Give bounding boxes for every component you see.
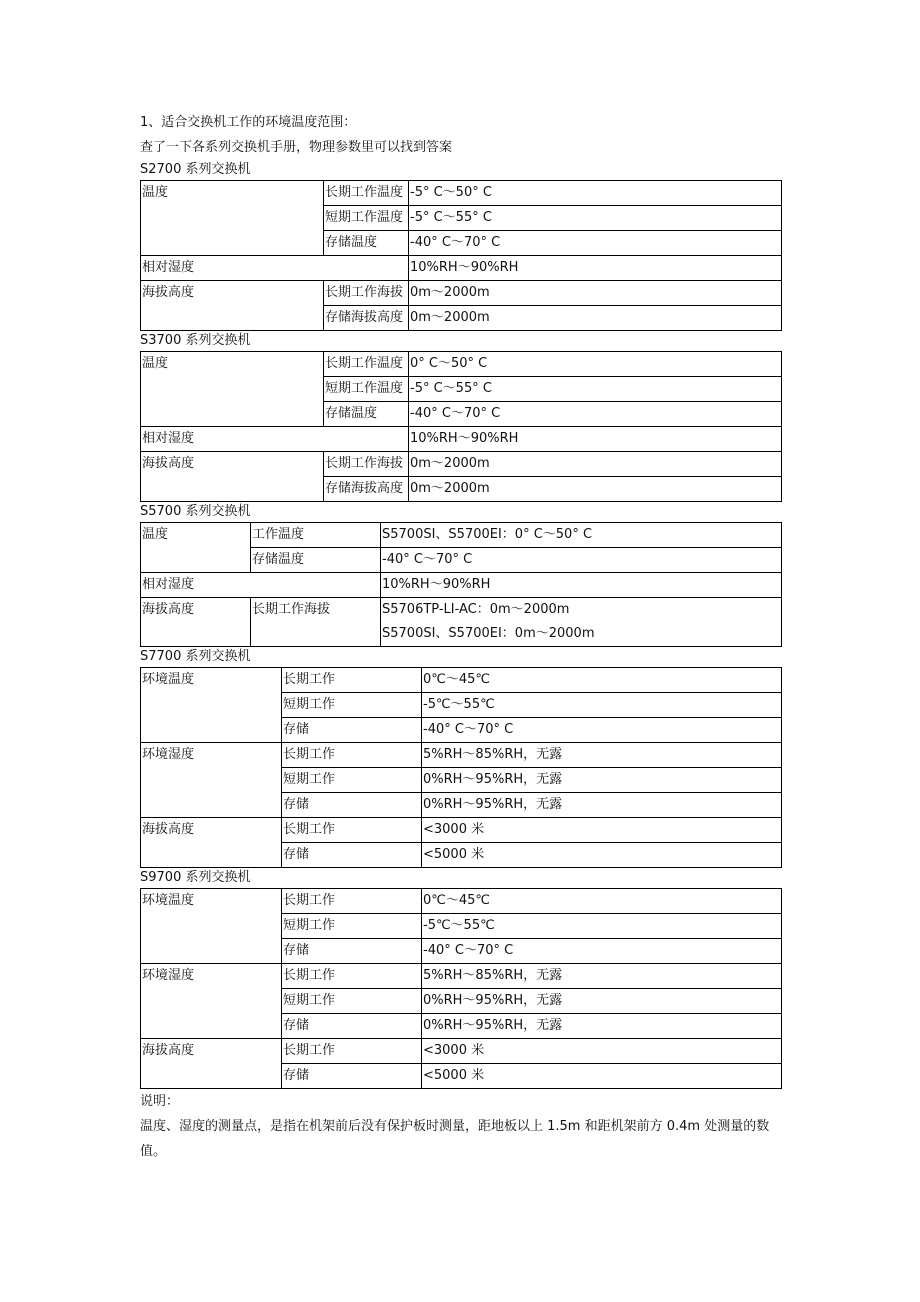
s3700-long-temp-label: 长期工作温度 bbox=[324, 352, 409, 377]
s2700-short-temp-label: 短期工作温度 bbox=[324, 206, 409, 231]
s7700-temp-long-label: 长期工作 bbox=[282, 668, 422, 693]
s5700-humidity-value: 10%RH～90%RH bbox=[381, 573, 782, 598]
s5700-long-alt-values bbox=[381, 598, 782, 647]
table-row bbox=[141, 818, 782, 843]
s3700-altitude-label: 海拔高度 bbox=[141, 452, 324, 502]
s7700-altitude-label: 海拔高度 bbox=[141, 818, 282, 868]
note-text: 温度、湿度的测量点，是指在机架前后没有保护板时测量，距地板以上 1.5m 和距机架前方 0.4m 处测量的数值。 bbox=[140, 1119, 770, 1159]
s9700-env-temp-label: 环境温度 bbox=[141, 889, 282, 964]
table-row bbox=[141, 573, 782, 598]
s3700-short-temp-label: 短期工作温度 bbox=[324, 377, 409, 402]
s7700-temp-short-label: 短期工作 bbox=[282, 693, 422, 718]
s9700-altitude-label: 海拔高度 bbox=[141, 1039, 282, 1089]
s2700-storage-alt-value: 0m～2000m bbox=[409, 306, 782, 331]
s2700-long-alt-value: 0m～2000m bbox=[409, 281, 782, 306]
s5700-humidity-label: 相对湿度 bbox=[141, 573, 381, 598]
s2700-altitude-label: 海拔高度 bbox=[141, 281, 324, 331]
s2700-short-temp-value: -5° C～55° C bbox=[409, 206, 782, 231]
s9700-alt-storage-value: <5000 米 bbox=[422, 1064, 782, 1089]
s5700-long-alt-label: 长期工作海拔 bbox=[251, 598, 381, 647]
s7700-hum-long-label: 长期工作 bbox=[282, 743, 422, 768]
s2700-storage-temp-label: 存储温度 bbox=[324, 231, 409, 256]
s9700-hum-short-value: 0%RH～95%RH，无露 bbox=[422, 989, 782, 1014]
s9700-env-humidity-label: 环境湿度 bbox=[141, 964, 282, 1039]
s3700-long-temp-value: 0° C～50° C bbox=[409, 352, 782, 377]
s3700-humidity-value: 10%RH～90%RH bbox=[409, 427, 782, 452]
s7700-hum-short-value: 0%RH～95%RH，无露 bbox=[422, 768, 782, 793]
s7700-hum-storage-value: 0%RH～95%RH，无露 bbox=[422, 793, 782, 818]
s7700-env-humidity-label: 环境湿度 bbox=[141, 743, 282, 818]
s7700-alt-long-label: 长期工作 bbox=[282, 818, 422, 843]
s3700-short-temp-value: -5° C～55° C bbox=[409, 377, 782, 402]
s7700-hum-long-value: 5%RH～85%RH，无露 bbox=[422, 743, 782, 768]
table-row bbox=[141, 1039, 782, 1064]
s9700-temp-long-label: 长期工作 bbox=[282, 889, 422, 914]
s3700-title: S3700 系列交换机 bbox=[140, 333, 251, 348]
intro-heading: 1、适合交换机工作的环境温度范围： bbox=[140, 115, 357, 130]
table-row bbox=[141, 598, 782, 647]
s5700-title: S5700 系列交换机 bbox=[140, 504, 251, 519]
s3700-long-alt-value: 0m～2000m bbox=[409, 452, 782, 477]
s9700-hum-long-label: 长期工作 bbox=[282, 964, 422, 989]
s9700-temp-short-value: -5℃～55℃ bbox=[422, 914, 782, 939]
s2700-long-temp-value: -5° C～50° C bbox=[409, 181, 782, 206]
s7700-temp-short-value: -5℃～55℃ bbox=[422, 693, 782, 718]
table-row bbox=[141, 743, 782, 768]
s3700-humidity-label: 相对湿度 bbox=[141, 427, 409, 452]
s2700-storage-alt-label: 存储海拔高度 bbox=[324, 306, 409, 331]
s5700-altitude-label: 海拔高度 bbox=[141, 598, 251, 647]
s5700-work-temp-value: S5700SI、S5700EI：0° C～50° C bbox=[381, 523, 782, 548]
s7700-alt-storage-value: <5000 米 bbox=[422, 843, 782, 868]
s7700-env-temp-label: 环境温度 bbox=[141, 668, 282, 743]
s5700-long-alt-value-2: S5700SI、S5700EI：0m～2000m bbox=[382, 626, 595, 641]
s7700-temp-storage-label: 存储 bbox=[282, 718, 422, 743]
s3700-storage-temp-label: 存储温度 bbox=[324, 402, 409, 427]
table-row bbox=[141, 889, 782, 914]
s2700-humidity-value: 10%RH～90%RH bbox=[409, 256, 782, 281]
s5700-long-alt-value-1: S5706TP-LI-AC：0m～2000m bbox=[382, 602, 570, 617]
s3700-storage-alt-value: 0m～2000m bbox=[409, 477, 782, 502]
table-row bbox=[141, 452, 782, 477]
s3700-storage-alt-label: 存储海拔高度 bbox=[324, 477, 409, 502]
s9700-alt-storage-label: 存储 bbox=[282, 1064, 422, 1089]
s2700-humidity-label: 相对湿度 bbox=[141, 256, 409, 281]
table-row bbox=[141, 668, 782, 693]
s7700-title: S7700 系列交换机 bbox=[140, 649, 251, 664]
s5700-storage-temp-value: -40° C～70° C bbox=[381, 548, 782, 573]
s9700-temp-storage-value: -40° C～70° C bbox=[422, 939, 782, 964]
s2700-spec-table bbox=[140, 180, 782, 331]
s9700-temp-short-label: 短期工作 bbox=[282, 914, 422, 939]
s9700-hum-long-value: 5%RH～85%RH，无露 bbox=[422, 964, 782, 989]
s5700-storage-temp-label: 存储温度 bbox=[251, 548, 381, 573]
s2700-long-temp-label: 长期工作温度 bbox=[324, 181, 409, 206]
table-row bbox=[141, 964, 782, 989]
note-label: 说明： bbox=[140, 1094, 180, 1109]
s9700-hum-short-label: 短期工作 bbox=[282, 989, 422, 1014]
s9700-spec-table bbox=[140, 888, 782, 1089]
s3700-temp-label: 温度 bbox=[141, 352, 324, 427]
s3700-long-alt-label: 长期工作海拔 bbox=[324, 452, 409, 477]
s7700-hum-storage-label: 存储 bbox=[282, 793, 422, 818]
s7700-hum-short-label: 短期工作 bbox=[282, 768, 422, 793]
s7700-alt-long-value: <3000 米 bbox=[422, 818, 782, 843]
table-row bbox=[141, 523, 782, 548]
table-row bbox=[141, 256, 782, 281]
s2700-storage-temp-value: -40° C～70° C bbox=[409, 231, 782, 256]
s2700-title: S2700 系列交换机 bbox=[140, 162, 251, 177]
table-row bbox=[141, 427, 782, 452]
table-row bbox=[141, 181, 782, 206]
s2700-long-alt-label: 长期工作海拔 bbox=[324, 281, 409, 306]
s9700-alt-long-value: <3000 米 bbox=[422, 1039, 782, 1064]
s9700-hum-storage-label: 存储 bbox=[282, 1014, 422, 1039]
s9700-hum-storage-value: 0%RH～95%RH，无露 bbox=[422, 1014, 782, 1039]
s3700-spec-table bbox=[140, 351, 782, 502]
s9700-alt-long-label: 长期工作 bbox=[282, 1039, 422, 1064]
table-row bbox=[141, 281, 782, 306]
intro-subheading: 查了一下各系列交换机手册，物理参数里可以找到答案 bbox=[140, 140, 453, 155]
s7700-temp-long-value: 0℃～45℃ bbox=[422, 668, 782, 693]
s2700-temp-label: 温度 bbox=[141, 181, 324, 256]
s7700-spec-table bbox=[140, 667, 782, 868]
s9700-temp-long-value: 0℃～45℃ bbox=[422, 889, 782, 914]
s5700-work-temp-label: 工作温度 bbox=[251, 523, 381, 548]
s5700-spec-table bbox=[140, 522, 782, 647]
s5700-temp-label: 温度 bbox=[141, 523, 251, 573]
table-row bbox=[141, 352, 782, 377]
s7700-alt-storage-label: 存储 bbox=[282, 843, 422, 868]
s3700-storage-temp-value: -40° C～70° C bbox=[409, 402, 782, 427]
s9700-temp-storage-label: 存储 bbox=[282, 939, 422, 964]
s9700-title: S9700 系列交换机 bbox=[140, 870, 251, 885]
s7700-temp-storage-value: -40° C～70° C bbox=[422, 718, 782, 743]
document-page bbox=[140, 110, 782, 1164]
